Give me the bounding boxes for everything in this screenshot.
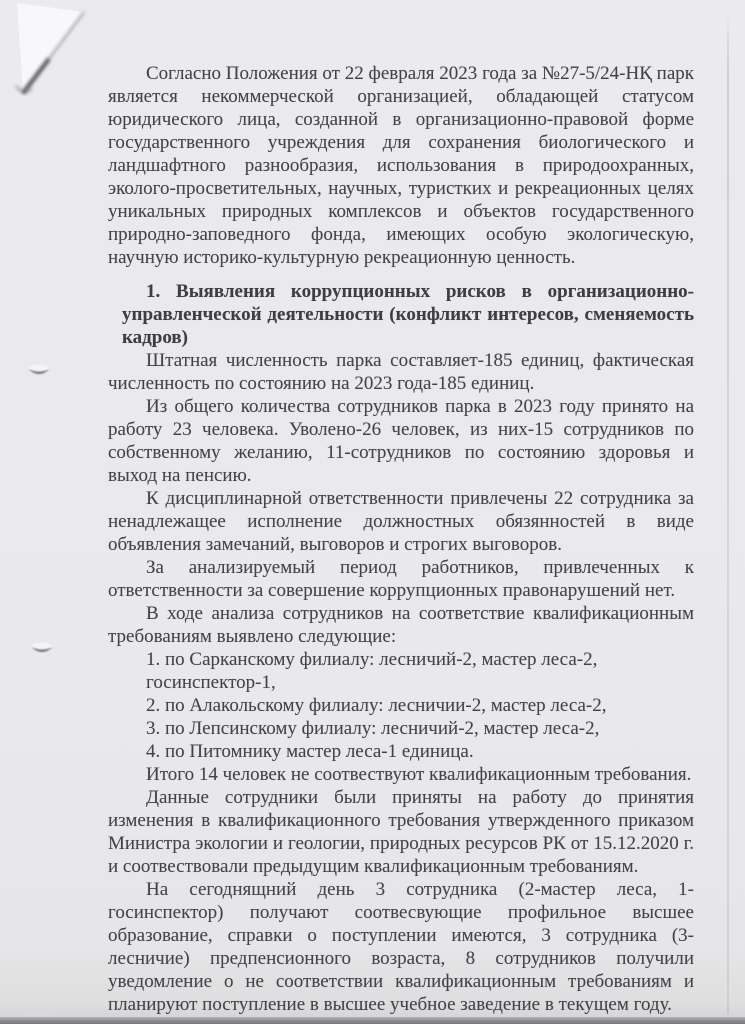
scan-light-chip [20, 1008, 54, 1016]
paragraph-staffing: Штатная численность парка составляет-185 единиц, фактическая численность по состоянию на 2023 года-185 единиц. [108, 350, 694, 394]
list-item: 3. по Лепсинскому филиалу: лесничий-2, мастер леса-2, [146, 718, 600, 739]
scan-bottom-edge [0, 1017, 745, 1024]
paragraph-current-status: На сегоднящний день 3 сотрудника (2-мастер леса, 1-госинспектор) получают соотвесвующие профильное высшее образование, справки о поступлении имеются, 3 сотрудника (3-лесничие) предпенсионного возраста, 8 сотрудников получили уведомление о не соответствии квалификационным требованиям и планируют поступление в высшее учебное заведение в текущем году. [108, 879, 694, 1015]
hole-punch-shadow-1 [26, 363, 52, 381]
paragraph-qualification-analysis: В ходе анализа сотрудников на соответствие квалификационным требованиям выявлено следующие: [108, 603, 694, 647]
list-item: 1. по Сарканскому филиалу: лесничий-2, мастер леса-2, [146, 649, 598, 670]
scan-right-edge-line [727, 10, 729, 1014]
document-text-block [108, 62, 694, 1016]
paragraph-corruption-offenses: За анализируемый период работников, привлеченных к ответственности за совершение коррупционных правонарушений нет. [108, 557, 694, 601]
hole-punch-shadow-2 [29, 641, 55, 659]
section-heading: 1. Выявления коррупционных рисков в организационно-управленческой деятельности (конфликт интересов, сменяемость кадров) [122, 281, 694, 348]
list-item: 2. по Алакольскому филиалу: лесничии-2, мастер леса-2, [146, 695, 607, 716]
list-item-total: Итого 14 человек не соотвествуют квалификационным требования. [146, 764, 692, 785]
paragraph-discipline: К дисциплинарной ответственности привлечены 22 сотрудника за ненадлежащее исполнение должностных обязянностей в виде объявления замечаний, выговоров и строгих выговоров. [108, 488, 694, 555]
list-item: госинспектор-1, [146, 672, 276, 693]
paragraph-hired-before-change: Данные сотрудники были приняты на работу до принятия изменения в квалификационного требования утвержденного приказом Министра экологии и геологии, природных ресурсов РК от 15.12.2020 г. и соотвествовали предыдущим квалификационным требованиям. [108, 787, 694, 877]
list-item: 4. по Питомнику мастер леса-1 единица. [146, 741, 474, 762]
paragraph-hired-fired: Из общего количества сотрудников парка в 2023 году принято на работу 23 человека. Уволено-26 человек, из них-15 сотрудников по собственному желанию, 11-сотрудников по состоянию здоровья и выход на пенсию. [108, 396, 694, 486]
paragraph-intro: Согласно Положения от 22 февраля 2023 года за №27-5/24-НҚ парк является некоммерческой организацией, обладающей статусом юридического лица, созданной в организационно-правовой форме государственного учреждения для сохранения биологического и ландшафтного разнообразия, использования в природоохранных, эколого-просветительных, научных, туристких и рекреационных целях уникальных природных комплексов и объектов государственного природно-заповедного фонда, имеющих особую экологическую, научную историко-культурную рекреационную ценность. [108, 63, 694, 268]
